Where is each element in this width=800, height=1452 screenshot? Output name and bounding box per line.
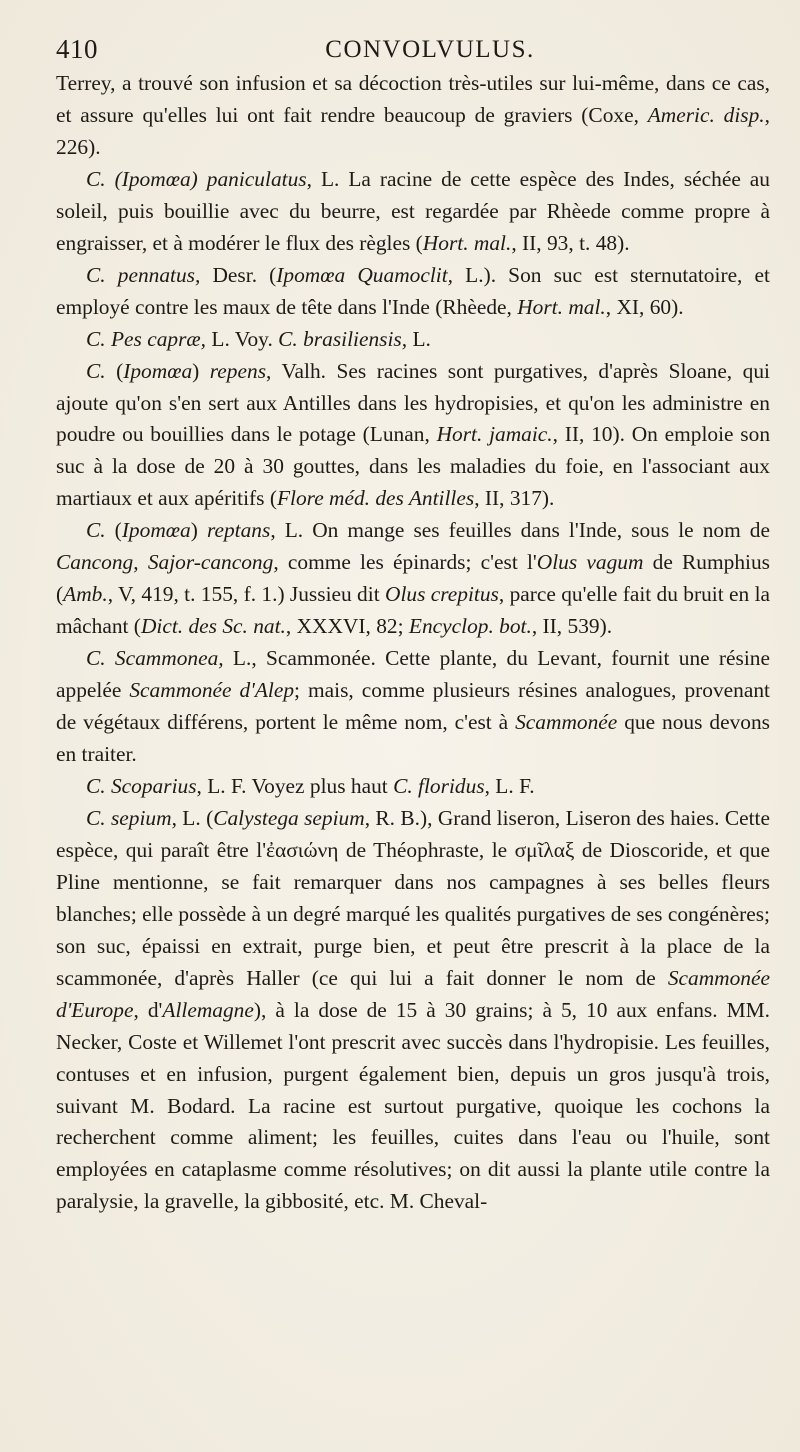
- paragraph: [56, 356, 770, 516]
- italic-text: Dict. des Sc. nat.: [140, 614, 286, 639]
- italic-text: Scammonée d'Alep: [129, 678, 295, 703]
- text-run: , R. B.), Grand liseron, Liseron des haies. Cette espèce, qui paraît être l'ἐασιώνη de Théophraste, le σμῖλαξ de Dioscoride, et que Pline mentionne, se fait remarquer dans nos campagnes à ses belles fleurs blanches; elle possède à un degré marqué les qualités purgatives de ses congénères; son suc, épaissi en extrait, purge bien, et peut être prescrit à la place de la scammonée, d'après Haller (ce qui lui a fait donner le nom de: [56, 805, 770, 990]
- text-run: ; mais, comme plusieurs résines analogues, provenant de végétaux différens, portent le même nom, c'est à: [56, 678, 770, 735]
- italic-text: Scammonée: [515, 710, 618, 735]
- text-run: ): [190, 518, 207, 543]
- text-run: , XXXVI, 82;: [285, 614, 409, 639]
- paragraph: [56, 68, 770, 164]
- italic-text: Allemagne: [162, 997, 254, 1022]
- text-run: , L. F. Voyez plus haut: [196, 773, 394, 798]
- italic-text: C. Scammonea,: [86, 646, 224, 671]
- paragraph: [56, 515, 770, 643]
- text-run: , L. F.: [484, 773, 535, 798]
- text-run: , L. On mange ses feuilles dans l'Inde, sous le nom de: [270, 518, 770, 543]
- paragraph: [56, 260, 770, 324]
- italic-text: Calystega sepium: [213, 805, 365, 830]
- italic-text: Olus vagum: [536, 550, 644, 575]
- italic-text: C. (: [86, 166, 122, 191]
- italic-text: ) paniculatus: [190, 166, 307, 191]
- text-run: , II, 93, t. 48).: [511, 230, 630, 255]
- text-run: (: [105, 518, 122, 543]
- italic-text: C. Scoparius: [86, 773, 197, 798]
- italic-text: Ipomœa: [121, 518, 191, 543]
- italic-text: C. sepium: [86, 805, 172, 830]
- italic-text: Encyclop. bot.: [408, 614, 532, 639]
- italic-text: C. floridus: [393, 773, 485, 798]
- italic-text: Ipomœa Quamoclit,: [276, 262, 454, 287]
- italic-text: C.: [86, 518, 106, 543]
- text-run: , II, 10). On emploie son suc à la dose de 20 à 30 gouttes, dans les maladies du foie, en l'associant aux martiaux et aux apéritifs (: [56, 422, 771, 511]
- text-run: L.: [407, 326, 431, 351]
- italic-text: Ipomœa: [121, 166, 191, 191]
- page-number: 410: [56, 34, 98, 64]
- italic-text: Hort. jamaic.: [436, 422, 553, 447]
- paragraph: [56, 164, 770, 260]
- text-run: , parce qu'elle fait du bruit en la mâchant (: [56, 582, 771, 639]
- italic-text: C. Pes capræ,: [86, 326, 207, 351]
- italic-text: Sajor-cancong: [147, 550, 274, 575]
- text-run: , II, 539).: [531, 614, 613, 639]
- paragraph: [56, 803, 770, 1218]
- italic-text: Americ. disp.: [647, 102, 765, 127]
- text-run: , Valh. Ses racines sont purgatives, d'après Sloane, qui ajoute qu'on s'en sert aux Antilles dans les hydropisies, et qu'on les administre en poudre ou bouillies dans le potage (Lunan,: [56, 358, 770, 447]
- italic-text: C. pennatus,: [86, 262, 201, 287]
- italic-text: Amb.: [63, 582, 108, 607]
- italic-text: Hort. mal.: [517, 294, 606, 319]
- italic-text: Hort. mal.: [422, 230, 512, 255]
- text-run: L., Scammonée. Cette plante, du Levant, fournit une résine appelée: [56, 646, 770, 703]
- text-run: , 226).: [56, 102, 770, 159]
- running-title: CONVOLVULUS.: [325, 36, 535, 63]
- italic-text: repens: [209, 358, 267, 383]
- paragraph: [56, 643, 770, 771]
- text-run: L.). Son suc est sternutatoire, et employé contre les maux de tête dans l'Inde (Rhèede,: [56, 262, 770, 319]
- text-run: de Rumphius (: [56, 550, 770, 607]
- text-run: L. Voy.: [206, 326, 279, 351]
- text-run: Desr. (: [200, 262, 277, 287]
- paragraph: [56, 771, 770, 803]
- text-run: ), à la dose de 15 à 30 grains; à 5, 10 aux enfans. MM. Necker, Coste et Willemet l'ont prescrit avec succès dans l'hydropisie. Les feuilles, contuses et en infusion, purgent également bien, depuis un gros jusqu'à trois, suivant M. Bodard. La racine est surtout purgative, quoique les cochons la recherchent comme aliment; les feuilles, cuites dans l'eau ou l'huile, sont employées en cataplasme comme résolutives; on dit aussi la plante utile contre la paralysie, la gravelle, la gibbosité, etc. M. Cheval-: [56, 997, 770, 1214]
- page-body: [56, 68, 770, 1218]
- italic-text: C. brasiliensis,: [278, 326, 408, 351]
- text-run: que nous devons en traiter.: [56, 710, 770, 767]
- text-run: ): [192, 358, 210, 383]
- text-run: , L. (: [171, 805, 214, 830]
- italic-text: Flore méd. des Antilles: [276, 486, 475, 511]
- paragraph: [56, 324, 770, 356]
- text-run: ,: [133, 550, 148, 575]
- italic-text: Cancong: [56, 550, 134, 575]
- text-run: , V, 419, t. 155, f. 1.) Jussieu dit: [107, 582, 385, 607]
- text-run: , XI, 60).: [605, 294, 684, 319]
- italic-text: reptans: [206, 518, 271, 543]
- text-run: Terrey, a trouvé son infusion et sa décoction très-utiles sur lui-même, dans ce cas, et assure qu'elles lui ont fait rendre beaucoup de graviers (Coxe,: [56, 71, 770, 127]
- italic-text: C.: [86, 358, 106, 383]
- italic-text: Ipomœa: [123, 358, 193, 383]
- text-run: , L. La racine de cette espèce des Indes, séchée au soleil, puis bouillie avec du beurre, est regardée par Rhèede comme propre à engraisser, et à modérer le flux des règles (: [56, 166, 770, 255]
- italic-text: Scammonée d'Europe: [56, 965, 770, 1022]
- text-run: , comme les épinards; c'est l': [273, 550, 537, 575]
- text-run: , d': [133, 997, 163, 1022]
- text-run: , II, 317).: [474, 486, 555, 511]
- text-run: (: [105, 358, 124, 383]
- italic-text: Olus crepitus: [385, 582, 499, 607]
